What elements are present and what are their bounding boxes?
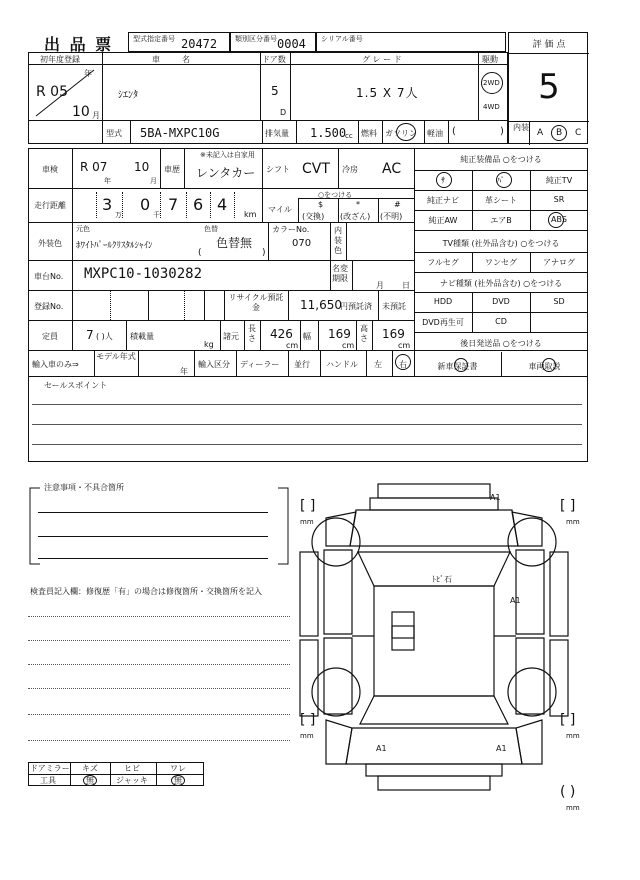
mileage-digit-2: 0 (140, 195, 151, 214)
model-value: 5BA-MXPC10G (140, 126, 220, 140)
handle-right-circle (395, 354, 411, 370)
import-parallel: 並行 (294, 360, 310, 369)
name-change-month-unit: 月 (376, 281, 384, 290)
shaken-label: 車検 (42, 165, 58, 174)
tire-front-right-mm: mm (566, 518, 580, 526)
mileage-circle-note: ○をつける (318, 191, 353, 199)
drive-2wd: 2WD (483, 79, 500, 87)
damage-a1-rear-right: A1 (496, 744, 507, 753)
kata-box (128, 32, 230, 52)
equipment-item-0: ｻ (441, 176, 445, 185)
first-reg-label: 初年度登録 (40, 55, 80, 64)
displacement-value: 1.500 (310, 126, 347, 140)
tire-rear-left-bracket: [ ] (300, 712, 316, 728)
color-paint-value: 色替無 (216, 236, 253, 250)
navi-item-3: DVD再生可 (422, 318, 464, 327)
fuel-gasoline: ガソリン (385, 129, 417, 138)
tools-jack-circle (171, 775, 185, 786)
door-d: D (280, 108, 287, 117)
damage-chip-stone: ﾄﾋﾞ石 (432, 575, 452, 584)
handle-right: 右 (399, 360, 407, 369)
navi-item-1: DVD (492, 297, 510, 306)
first-reg-month-unit: 月 (92, 111, 100, 120)
drive-4wd: 4WD (483, 103, 500, 111)
first-reg-year: R 05 (36, 84, 68, 100)
fuel-label: 燃料 (361, 129, 377, 138)
car-body-diagram (296, 474, 596, 810)
equipment-circle-1 (496, 172, 512, 188)
tv-title: TV種類 (社外品含む) ○をつける (442, 239, 560, 248)
tire-front-left-mm: mm (300, 518, 314, 526)
mileage-tampered: (改ざん) (340, 212, 371, 221)
name-change-label: 名変期限 (332, 264, 348, 283)
capacity-value: 7 (86, 328, 94, 342)
notes-label: 注意事項・不具合箇所 (44, 483, 124, 492)
interior-color-label: 内装色 (334, 226, 342, 255)
height-value: 169 (382, 327, 405, 341)
color-orig-value: ﾎﾜｲﾄﾊﾟｰﾙｸﾘｽﾀﾙｼｬｲﾝ (76, 241, 153, 251)
length-value: 426 (270, 327, 293, 341)
door-label: ドア数 (262, 55, 286, 64)
ruibetsu-box (230, 32, 316, 52)
damage-a1-front-bumper: A1 (490, 493, 501, 502)
recycle-unit: 円預託済 (340, 302, 372, 311)
navi-item-4: CD (495, 317, 507, 326)
tools-break: ワレ (170, 764, 186, 773)
shaken-year-unit: 年 (104, 177, 111, 185)
equipment-circle-0 (436, 172, 452, 188)
width-label: 幅 (303, 332, 311, 341)
color-label: 外装色 (38, 239, 62, 248)
tools-crack: ヒビ (124, 764, 140, 773)
tire-rear-right-mm: mm (566, 732, 580, 740)
equipment-item-8: ABS (551, 215, 567, 224)
handle-left: 左 (374, 360, 382, 369)
interior-b-circle (551, 125, 567, 141)
shaken-month: 10 (134, 160, 150, 174)
displacement-unit: cc (345, 132, 353, 140)
chassis-value: MXPC10-1030282 (84, 266, 203, 282)
model-label: 型式 (106, 129, 122, 138)
history-label: 車歴 (164, 165, 180, 174)
form-title: 出 品 票 (44, 35, 114, 54)
mileage-hash: # (394, 200, 401, 209)
interior-c: C (575, 128, 582, 138)
tv-item-1: ワンセグ (485, 258, 517, 267)
shift-label: シフト (266, 165, 290, 174)
kata-value: 20472 (181, 37, 218, 51)
tools-scratch: キズ (82, 764, 98, 773)
tools-jack: ジャッキ (116, 776, 148, 785)
color-no-label: カラーNo. (272, 225, 310, 234)
grade-value: 1.5 X 7人 (356, 86, 419, 100)
history-note: ※未記入は自家用 (200, 151, 255, 159)
name-change-day-unit: 日 (402, 281, 410, 290)
width-value: 169 (328, 327, 351, 341)
tire-spare-bracket: ( ) (560, 784, 576, 800)
later-circle-1 (542, 358, 556, 372)
navi-title: ナビ種類 (社外品含む) ○をつける (439, 279, 563, 288)
serial-label: シリアル番号 (321, 35, 363, 43)
equipment-item-3: 純正ナビ (427, 196, 459, 205)
ruibetsu-label: 類別区分番号 (235, 35, 277, 43)
sales-label: セールスポイント (44, 381, 108, 390)
tools-tool-mark: 無 (86, 776, 94, 785)
import-model-year-label: モデル年式 (96, 352, 136, 361)
mileage-dollar: $ (318, 200, 324, 209)
size-label: 諸元 (223, 332, 239, 341)
handle-label: ハンドル (326, 360, 358, 369)
capacity-label: 定員 (42, 332, 58, 341)
mileage-unit-km: km (244, 210, 257, 219)
ac-value: AC (382, 161, 402, 177)
later-title: 後日発送品 ○をつける (460, 339, 542, 348)
mileage-digit-1: 3 (102, 195, 113, 214)
first-reg-month: 10 (72, 104, 90, 120)
width-unit: cm (342, 341, 355, 350)
interior-b: B (556, 128, 563, 138)
import-kind-label: 輸入区分 (198, 360, 230, 369)
damage-a1-right-side: A1 (510, 596, 521, 605)
mileage-unit-man: 万 (115, 211, 122, 219)
score-box (508, 32, 588, 144)
drive-label: 駆動 (482, 55, 498, 64)
tv-item-0: フルセグ (427, 258, 459, 267)
tools-tool: 工具 (40, 776, 56, 785)
mileage-star: * (356, 200, 360, 209)
displacement-label: 排気量 (265, 129, 289, 138)
navi-item-2: SD (553, 297, 565, 306)
car-name-label: 車 名 (152, 55, 192, 64)
fuel-diesel: 軽油 (427, 129, 443, 138)
tire-rear-right-bracket: [ ] (560, 712, 576, 728)
equipment-item-2: 純正TV (545, 176, 573, 185)
later-item-0: 新車保証書 (437, 362, 478, 371)
later-item-1: 車両取説 (528, 362, 561, 371)
mileage-unknown: (不明) (380, 212, 403, 221)
height-label: 高さ (360, 324, 368, 343)
kata-label: 型式指定番号 (133, 35, 175, 43)
interior-label: 内装 (513, 123, 529, 132)
tv-item-2: アナログ (543, 258, 575, 267)
height-unit: cm (398, 341, 411, 350)
shaken-year: R 07 (80, 160, 108, 174)
color-orig-label: 元色 (76, 225, 90, 233)
navi-item-0: HDD (433, 297, 453, 306)
registration-label: 登録No. (34, 302, 64, 311)
import-year-unit: 年 (180, 367, 188, 376)
mileage-digit-4: 6 (193, 195, 204, 214)
equipment-item-5: SR (553, 195, 565, 204)
load-label: 積載量 (130, 332, 154, 341)
length-unit: cm (286, 341, 299, 350)
recycle-value: 11,650 (300, 298, 342, 312)
serial-box (316, 32, 506, 52)
damage-a1-rear-left: A1 (376, 744, 387, 753)
mileage-digit-3: 7 (168, 195, 179, 214)
tools-doormirror: ドアミラー (30, 764, 70, 773)
fuel-circle (396, 123, 416, 141)
door-count: 5 (271, 84, 279, 98)
color-paint-label: 色替 (204, 225, 218, 233)
ac-label: 冷房 (342, 165, 358, 174)
tools-jack-mark: 無 (174, 776, 182, 785)
score-label: 評 価 点 (532, 40, 566, 50)
shift-value: CVT (302, 161, 330, 177)
mileage-label: 走行距離 (34, 201, 66, 210)
mileage-unit-sen: 千 (153, 211, 160, 219)
equipment-item-1: ﾊﾟ (497, 176, 505, 185)
import-dealer: ディーラー (240, 360, 280, 369)
capacity-unit: ( )人 (96, 332, 113, 341)
equipment-circle-2 (548, 212, 564, 228)
load-unit: kg (204, 340, 214, 349)
color-no-value: 070 (292, 238, 312, 249)
equipment-item-4: 革シート (485, 196, 517, 205)
recycle-label: リサイクル預託金 (228, 293, 284, 312)
import-label: 輸入車のみ⇒ (32, 360, 79, 369)
mileage-digit-5: 4 (217, 195, 228, 214)
equipment-title: 純正装備品 ○をつける (460, 155, 542, 164)
shaken-month-unit: 月 (150, 177, 157, 185)
score-value: 5 (538, 67, 560, 107)
mileage-exchange: (交換) (302, 212, 325, 221)
later-circle-0 (454, 358, 468, 372)
tire-spare-mm: mm (566, 804, 580, 812)
chassis-label: 車台No. (34, 272, 64, 281)
car-name-value: ｼｴﾝﾀ (118, 90, 138, 101)
inspector-label: 検査員記入欄：修復歴「有」の場合は修復箇所・交換箇所を記入 (30, 587, 262, 596)
ruibetsu-value: 0004 (277, 37, 306, 51)
recycle-unpaid: 未預託 (382, 302, 406, 311)
interior-a: A (537, 128, 544, 138)
history-value: レンタカー (196, 166, 256, 180)
tire-front-right-bracket: [ ] (560, 498, 576, 514)
equipment-item-6: 純正AW (428, 216, 458, 225)
length-label: 長さ (248, 324, 256, 343)
first-reg-year-unit: 年 (84, 69, 92, 78)
tire-front-left-bracket: [ ] (300, 498, 316, 514)
tire-rear-left-mm: mm (300, 732, 314, 740)
equipment-item-7: エアB (490, 216, 512, 225)
mileage-mile: マイル (268, 205, 292, 214)
grade-label: グ レ ー ド (362, 55, 402, 64)
tools-tool-circle (83, 775, 97, 786)
